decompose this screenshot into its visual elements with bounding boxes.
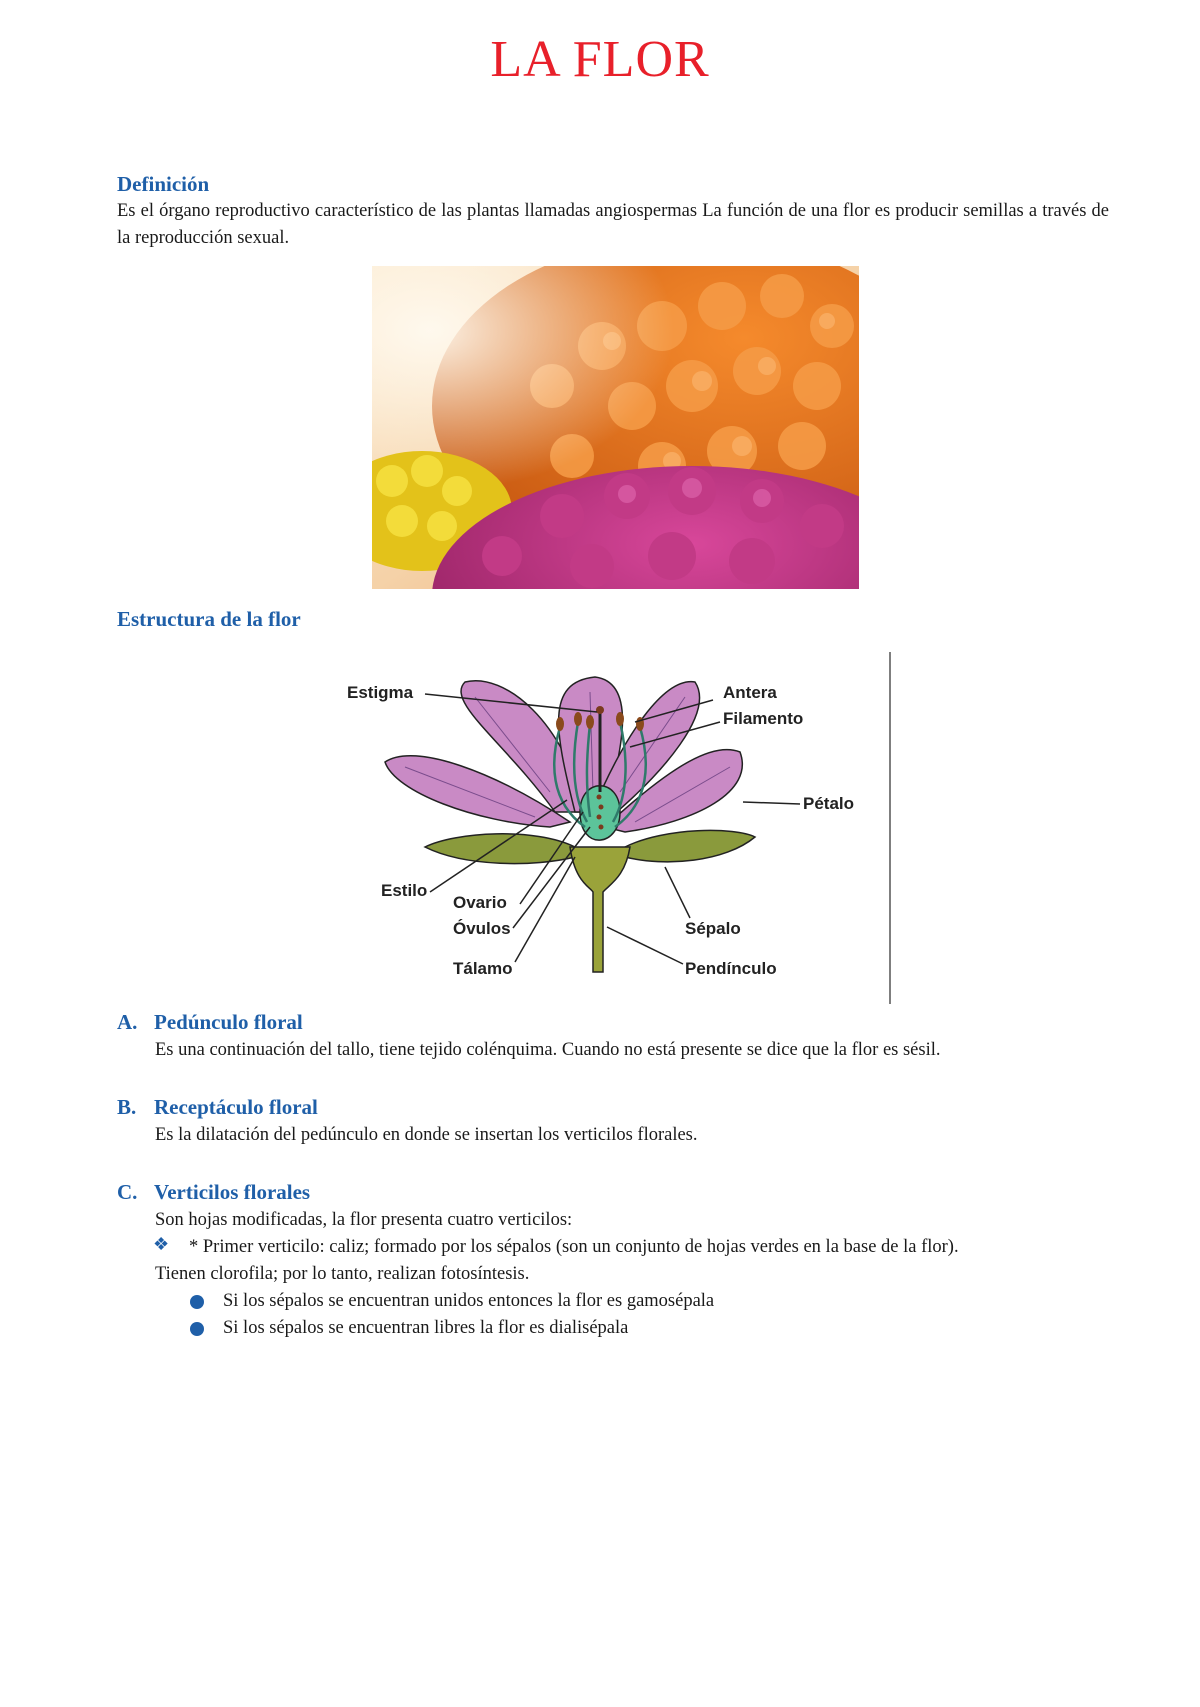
section-c-item1-line1: * Primer verticilo: caliz; formado por los sépalos (son un conjunto de hojas verdes en la base de la flor). bbox=[189, 1237, 959, 1257]
section-c-item1-line2: Tienen clorofila; por lo tanto, realizan fotosíntesis. bbox=[155, 1264, 530, 1284]
label-filamento: Filamento bbox=[723, 709, 804, 728]
label-antera: Antera bbox=[723, 683, 777, 702]
flowers-photo bbox=[372, 266, 859, 589]
definition-text: Es el órgano reproductivo característico de las plantas llamadas angiospermas La función de una flor es producir semillas a través de la reproducción sexual. bbox=[117, 201, 1109, 248]
section-c-letter: C. bbox=[117, 1180, 138, 1204]
label-talamo: Tálamo bbox=[453, 959, 513, 978]
section-c-sub1: Si los sépalos se encuentran unidos entonces la flor es gamosépala bbox=[223, 1291, 715, 1311]
section-a-letter: A. bbox=[117, 1010, 138, 1034]
label-estigma: Estigma bbox=[347, 683, 414, 702]
definition-heading: Definición bbox=[117, 172, 210, 196]
section-c-title: Verticilos florales bbox=[154, 1180, 311, 1204]
label-estilo: Estilo bbox=[381, 881, 428, 900]
dot-bullet-icon bbox=[190, 1295, 204, 1309]
section-c-heading bbox=[117, 1180, 310, 1205]
section-b-title: Receptáculo floral bbox=[154, 1095, 318, 1119]
label-pendinculo: Pendínculo bbox=[685, 959, 777, 978]
section-a-title: Pedúnculo floral bbox=[154, 1010, 303, 1034]
section-b-text: Es la dilatación del pedúnculo en donde se insertan los verticilos florales. bbox=[155, 1125, 698, 1145]
diamond-bullet-icon: ❖ bbox=[153, 1234, 170, 1254]
label-ovario: Ovario bbox=[453, 893, 507, 912]
dot-bullet-icon bbox=[190, 1322, 204, 1336]
section-a-text: Es una continuación del tallo, tiene tejido colénquima. Cuando no está presente se dice que la flor es sésil. bbox=[155, 1040, 941, 1060]
structure-heading: Estructura de la flor bbox=[117, 607, 301, 631]
label-sepalo: Sépalo bbox=[685, 919, 741, 938]
label-ovulos: Óvulos bbox=[453, 919, 511, 938]
flower-structure-diagram bbox=[335, 652, 895, 1004]
section-b-heading bbox=[117, 1095, 318, 1120]
section-b-letter: B. bbox=[117, 1095, 137, 1119]
page-title: LA FLOR bbox=[490, 31, 710, 88]
section-a-heading bbox=[117, 1010, 303, 1035]
label-petalo: Pétalo bbox=[803, 794, 855, 813]
section-c-sub2: Si los sépalos se encuentran libres la flor es dialisépala bbox=[223, 1318, 629, 1338]
section-c-intro: Son hojas modificadas, la flor presenta cuatro verticilos: bbox=[155, 1210, 573, 1230]
